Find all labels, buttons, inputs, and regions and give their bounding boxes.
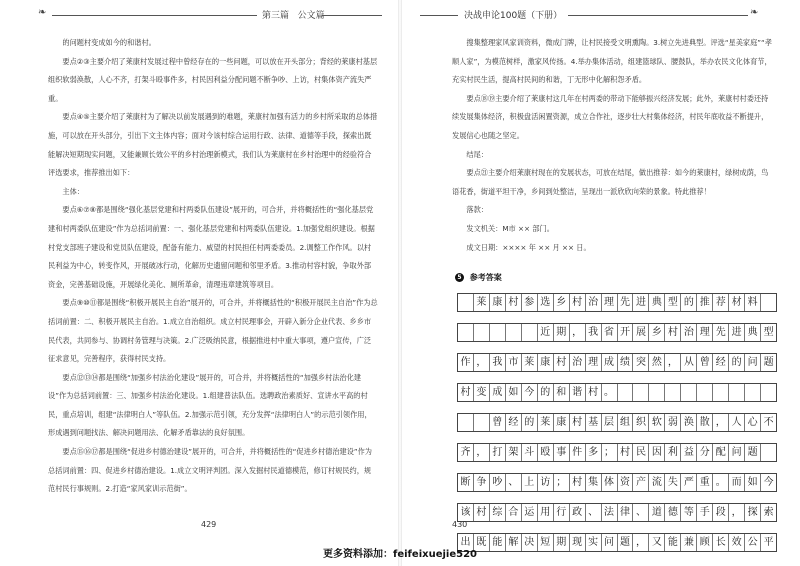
grid-cell: 出 xyxy=(458,534,474,551)
grid-cell: 题 xyxy=(745,444,761,461)
grid-cell: 村 xyxy=(570,474,586,491)
grid-cell: 型 xyxy=(665,294,681,311)
grid-cell: 理 xyxy=(602,294,618,311)
grid-cell xyxy=(618,384,634,401)
grid-cell: 人 xyxy=(729,414,745,431)
grid-row xyxy=(457,353,777,372)
grid-row xyxy=(457,473,777,492)
body-paragraph: 要点⑱⑲主要介绍了莱康村这几年在村两委的带动下能够振兴经济发展；此外，莱康村村委还持续发展集体经济，积极盘活闲置资源，成立合作社，逐步壮大村集体经济，村民年底收益不断提升，发展信心也随之坚定。 xyxy=(452,93,769,140)
grid-cell: 件 xyxy=(570,444,586,461)
grid-cell: 合 xyxy=(506,504,522,521)
grid-cell: 莱 xyxy=(474,294,490,311)
right-page xyxy=(400,0,800,548)
body-paragraph: 要点㉑主要介绍莱康村现在的发展状态，可放在结尾，做出推荐：如今的莱康村，绿树成荫，鸟语花香，街道平坦干净，乡间到处整洁，呈现出一派欣欣向荣的景象。特此推荐！ xyxy=(452,168,769,196)
grid-cell: 益 xyxy=(681,444,697,461)
grid-cell: 集 xyxy=(586,474,602,491)
grid-cell: 曾 xyxy=(490,414,506,431)
grid-cell: 流 xyxy=(649,474,665,491)
grid-cell: 又 xyxy=(649,534,665,551)
grid-cell: 问 xyxy=(602,534,618,551)
grid-cell: 省 xyxy=(602,324,618,341)
body-paragraph: 要点④⑤主要介绍了莱康村为了解决以前发展遇到的难题，莱康村加强有活力的乡村所采取的总体措施，可以放在开头部分，引出下文主体内容；面对今该村综合运用行政、法律、道德等手段，探索出既能解决短期现实问题，又能兼顾长效公平的乡村治理新模式，我们认为莱康村在乡村治理中的经验符合评选要求，推荐推出如下： xyxy=(48,112,378,178)
grid-cell: 因 xyxy=(649,444,665,461)
grid-cell: 型 xyxy=(763,327,774,338)
grid-cell: 从 xyxy=(681,354,697,371)
header-rule xyxy=(420,15,458,16)
grid-cell: 事 xyxy=(554,444,570,461)
grid-cell: 涣 xyxy=(681,414,697,431)
grid-cell: 弱 xyxy=(665,414,681,431)
grid-cell xyxy=(681,384,697,401)
grid-cell xyxy=(474,414,490,431)
grid-cell: 谐 xyxy=(570,384,586,401)
grid-cell: 村 xyxy=(506,294,522,311)
grid-cell: 莱 xyxy=(522,354,538,371)
grid-cell: 殴 xyxy=(538,444,554,461)
grid-cell: 争 xyxy=(474,474,490,491)
grid-cell: ， xyxy=(474,444,490,461)
grid-cell: 法 xyxy=(602,504,618,521)
body-paragraph: 发文机关：M市 ×× 部门。 xyxy=(466,223,554,233)
grid-cell: 村 xyxy=(570,294,586,311)
page-number-right: 430 xyxy=(452,520,468,529)
grid-cell xyxy=(458,294,474,311)
grid-cell: 先 xyxy=(618,294,634,311)
grid-cell: 不 xyxy=(763,417,774,428)
grid-cell: 段 xyxy=(713,504,729,521)
grid-cell: 手 xyxy=(697,504,713,521)
grid-cell: 康 xyxy=(554,414,570,431)
grid-cell: 我 xyxy=(490,354,506,371)
grid-cell: 参 xyxy=(522,294,538,311)
grid-cell: 分 xyxy=(697,444,713,461)
grid-cell: 能 xyxy=(490,534,506,551)
grid-cell: 织 xyxy=(633,414,649,431)
grid-cell: 治 xyxy=(586,294,602,311)
grid-cell: 曾 xyxy=(697,354,713,371)
body-paragraph: 要点②③主要介绍了莱康村发展过程中曾经存在的一些问题，可以放在开头部分；背经的莱康村基层组织软弱涣散，人心不齐，打架斗殴事件多，村民因利益分配问题不断争吵、上访，村集体资产流失严重。 xyxy=(48,56,378,103)
grid-cell: 的 xyxy=(729,354,745,371)
grid-cell: 理 xyxy=(586,354,602,371)
grid-cell: 失 xyxy=(665,474,681,491)
grid-cell: 能 xyxy=(665,534,681,551)
grid-cell: 短 xyxy=(538,534,554,551)
body-paragraph: 的问题村变成如今的和谐村。 xyxy=(62,38,156,47)
grid-cell: 、 xyxy=(506,474,522,491)
grid-cell: 村 xyxy=(554,354,570,371)
grid-cell: 问 xyxy=(729,444,745,461)
grid-cell: 效 xyxy=(729,534,745,551)
grid-cell: 顾 xyxy=(697,534,713,551)
section-number-badge: 5 xyxy=(455,273,464,282)
body-paragraph: 落款： xyxy=(466,205,488,215)
grid-cell: 、 xyxy=(586,504,602,521)
grid-cell: 的 xyxy=(522,414,538,431)
grid-row xyxy=(457,413,777,432)
header-rule xyxy=(52,15,257,16)
grid-cell: 问 xyxy=(745,354,761,371)
grid-cell: 长 xyxy=(713,534,729,551)
grid-cell: 作 xyxy=(458,354,474,371)
grid-cell: 决 xyxy=(522,534,538,551)
answer-title: 参考答案 xyxy=(469,273,502,282)
grid-cell: 今 xyxy=(763,477,774,488)
grid-cell: 治 xyxy=(681,324,697,341)
grid-cell: 典 xyxy=(649,294,665,311)
grid-cell: ， xyxy=(729,504,745,521)
grid-cell xyxy=(697,384,713,401)
header-rule xyxy=(322,15,382,16)
body-paragraph: 结尾： xyxy=(466,149,488,159)
grid-cell: 律 xyxy=(618,504,634,521)
grid-cell xyxy=(522,324,538,341)
grid-cell: 配 xyxy=(713,444,729,461)
grid-cell: 齐 xyxy=(458,444,474,461)
header-rule xyxy=(568,15,748,16)
grid-cell: 平 xyxy=(763,537,774,548)
chapter-label: 第三篇 xyxy=(262,11,290,21)
grid-cell: 期 xyxy=(554,324,570,341)
grid-cell: 打 xyxy=(490,444,506,461)
grid-cell: 选 xyxy=(538,294,554,311)
grid-cell: 村 xyxy=(618,444,634,461)
ornament-icon: ❧ xyxy=(750,7,759,18)
grid-cell: ， xyxy=(713,414,729,431)
grid-cell: 如 xyxy=(745,474,761,491)
grid-cell: ， xyxy=(633,534,649,551)
footer-note: 更多资料添加：feifeixuejie520 xyxy=(323,549,477,560)
body-paragraph: 要点⑫⑬⑭都是围绕“加强乡村法治化建设”展开的，可合并，并将概括性的“加强乡村法治化建设”作为总括词前置：三、加强乡村法治化建设。1.组建普法队伍。选聘政治素质好、宣讲水平高的村民，重点培训，组建“法律明白人”等队伍。2.加强示范引领，充分发挥“法律明白人”的示范引领作用，形成遇到问题找法、解决问题用法、化解矛盾靠法的良好氛围。 xyxy=(48,372,372,438)
grid-cell: 经 xyxy=(713,354,729,371)
grid-cell xyxy=(506,324,522,341)
grid-cell: 村 xyxy=(665,324,681,341)
grid-cell: 的 xyxy=(681,294,697,311)
grid-cell: 开 xyxy=(618,324,634,341)
running-head-right: 决战申论100题（下册） xyxy=(464,11,563,21)
grid-cell: 。 xyxy=(602,384,618,401)
grid-cell: 行 xyxy=(554,504,570,521)
grid-cell: 解 xyxy=(506,534,522,551)
grid-cell: 突 xyxy=(633,354,649,371)
grid-cell: 公 xyxy=(745,534,761,551)
grid-cell xyxy=(665,384,681,401)
grid-cell: 村 xyxy=(458,384,474,401)
grid-row xyxy=(457,443,777,462)
running-head-left xyxy=(262,8,325,22)
grid-cell: 民 xyxy=(633,444,649,461)
grid-cell: 严 xyxy=(681,474,697,491)
grid-cell: 展 xyxy=(633,324,649,341)
grid-row xyxy=(457,323,777,342)
grid-row xyxy=(457,293,777,312)
grid-cell: 成 xyxy=(602,354,618,371)
grid-cell xyxy=(713,384,729,401)
grid-cell: 德 xyxy=(665,504,681,521)
grid-cell: 兼 xyxy=(681,534,697,551)
ornament-icon: ❧ xyxy=(38,7,47,18)
grid-cell: 上 xyxy=(522,474,538,491)
grid-cell: 料 xyxy=(745,294,761,311)
grid-cell: 推 xyxy=(697,294,713,311)
grid-cell: 。 xyxy=(713,474,729,491)
body-paragraph: 主体： xyxy=(62,186,84,196)
grid-cell: 重 xyxy=(697,474,713,491)
grid-cell: 该 xyxy=(458,504,474,521)
grid-cell xyxy=(458,414,474,431)
grid-cell: 访 xyxy=(538,474,554,491)
grid-cell: 我 xyxy=(586,324,602,341)
grid-cell: ， xyxy=(665,354,681,371)
grid-cell: 产 xyxy=(633,474,649,491)
grid-cell: 探 xyxy=(745,504,761,521)
body-paragraph: 成文日期：×××× 年 ×× 月 ×× 日。 xyxy=(466,242,591,252)
grid-cell: ； xyxy=(554,474,570,491)
right-body-text xyxy=(452,34,772,269)
grid-cell: 和 xyxy=(554,384,570,401)
page-number-left: 429 xyxy=(201,520,217,529)
section-label: 公文篇 xyxy=(297,11,325,21)
grid-cell: 吵 xyxy=(490,474,506,491)
grid-cell: 利 xyxy=(665,444,681,461)
grid-cell: 变 xyxy=(474,384,490,401)
grid-cell xyxy=(474,324,490,341)
grid-cell: 村 xyxy=(570,414,586,431)
body-paragraph: 搜集整理家风家训资料，微成门牌，让村民接受文明熏陶。3.树立先进典型。评选“星美家庭”“孝顺人家”，为模范树样，激家风传扬。4.举办集体活动，组建篮球队、腰鼓队，举办农民文化体育节，充实村民生活，提高村民间的和谐，丁无形中化解积怨矛盾。 xyxy=(452,38,772,85)
grid-cell: 层 xyxy=(602,414,618,431)
answer-heading xyxy=(455,272,502,283)
grid-cell: 的 xyxy=(538,384,554,401)
grid-cell: 散 xyxy=(697,414,713,431)
grid-cell xyxy=(729,384,745,401)
grid-cell: 市 xyxy=(506,354,522,371)
grid-cell: 荐 xyxy=(713,294,729,311)
grid-cell xyxy=(761,294,776,311)
grid-cell: 断 xyxy=(458,474,474,491)
grid-cell: 基 xyxy=(586,414,602,431)
grid-cell: 村 xyxy=(474,504,490,521)
grid-cell: 等 xyxy=(681,504,697,521)
grid-cell: 材 xyxy=(729,294,745,311)
grid-cell: 理 xyxy=(697,324,713,341)
left-body-text xyxy=(48,34,378,514)
grid-cell: 先 xyxy=(713,324,729,341)
grid-cell: 题 xyxy=(618,534,634,551)
grid-cell: 现 xyxy=(570,534,586,551)
grid-cell: 实 xyxy=(586,534,602,551)
grid-cell xyxy=(490,324,506,341)
grid-cell: 政 xyxy=(570,504,586,521)
grid-cell: 道 xyxy=(649,504,665,521)
grid-cell: 、 xyxy=(633,504,649,521)
grid-cell: 用 xyxy=(538,504,554,521)
grid-cell: 乡 xyxy=(649,324,665,341)
grid-cell xyxy=(633,384,649,401)
body-paragraph: 要点⑮⑯⑰都是围绕“促进乡村德治建设”展开的，可合并，并将概括性的“促进乡村德治建设”作为总括词前置：四、促进乡村德治建设。1.成立文明评判团。深入发掘村民道德模范，修订村规民约，规范村民行事规则。2.打造“家风家训示范街”。 xyxy=(48,447,372,494)
grid-cell xyxy=(761,444,776,461)
grid-cell xyxy=(649,384,665,401)
grid-cell: 康 xyxy=(538,354,554,371)
grid-cell: 村 xyxy=(586,384,602,401)
answer-sheet-grid xyxy=(457,293,777,563)
grid-cell xyxy=(761,384,776,401)
grid-cell: ， xyxy=(570,324,586,341)
grid-cell: 康 xyxy=(490,294,506,311)
grid-cell: 既 xyxy=(474,534,490,551)
body-paragraph: 要点⑨⑩⑪都是围绕“积极开展民主自治”展开的，可合并，并将概括性的“积极开展民主自治”作为总括词前置：二、积极开展民主自治。1.成立自治组织。成立村民理事会，开辟入新分企业代表、乡乡市民代表，共同参与、协调村务管理与决策。2.广泛吸纳民意，根据推进村中重大事项，遵户宣传，广泛征求意见，完善程序，获得村民支持。 xyxy=(48,298,378,364)
grid-cell: 组 xyxy=(618,414,634,431)
grid-cell: 索 xyxy=(763,507,774,518)
grid-cell: 多 xyxy=(586,444,602,461)
grid-cell: 综 xyxy=(490,504,506,521)
grid-cell: ， xyxy=(474,354,490,371)
grid-cell: 近 xyxy=(538,324,554,341)
grid-row xyxy=(457,503,777,522)
grid-cell: 架 xyxy=(506,444,522,461)
grid-cell: 心 xyxy=(745,414,761,431)
grid-cell: 成 xyxy=(490,384,506,401)
grid-cell: 今 xyxy=(522,384,538,401)
grid-row xyxy=(457,383,777,402)
left-page xyxy=(0,0,400,540)
grid-cell: 题 xyxy=(763,357,774,368)
grid-cell: 体 xyxy=(602,474,618,491)
grid-cell xyxy=(458,324,474,341)
grid-cell: 然 xyxy=(649,354,665,371)
grid-cell: 莱 xyxy=(538,414,554,431)
grid-cell: 进 xyxy=(729,324,745,341)
body-paragraph: 要点⑥⑦⑧都是围绕“强化基层党建和村两委队伍建设”展开的，可合并，并将概括性的“强化基层党建和村两委队伍建设”作为总括词前置：一、强化基层党建和村两委队伍建设。1.加强党组织建设。根据村党支部班子建设和党员队伍建设，配备有能力、威望的村民担任村两委委员。2.调整工作作风。以村民利益为中心，转变作风，开展破冰行动，化解历史遗留问题和邻里矛盾。3.推动村容村貌，争取外部资金，完善基础设施，开展绿化美化、厕所革命，清理违章建筑等项目。 xyxy=(48,205,375,289)
grid-cell: 进 xyxy=(633,294,649,311)
grid-cell: 典 xyxy=(745,324,761,341)
grid-cell: 乡 xyxy=(554,294,570,311)
grid-cell: 绩 xyxy=(618,354,634,371)
grid-cell xyxy=(745,384,761,401)
grid-cell: 资 xyxy=(618,474,634,491)
grid-cell: 治 xyxy=(570,354,586,371)
grid-cell: 软 xyxy=(649,414,665,431)
grid-cell: 运 xyxy=(522,504,538,521)
grid-cell: ； xyxy=(602,444,618,461)
grid-cell: 斗 xyxy=(522,444,538,461)
grid-cell: 期 xyxy=(554,534,570,551)
grid-cell: 而 xyxy=(729,474,745,491)
grid-cell: 如 xyxy=(506,384,522,401)
grid-cell: 经 xyxy=(506,414,522,431)
